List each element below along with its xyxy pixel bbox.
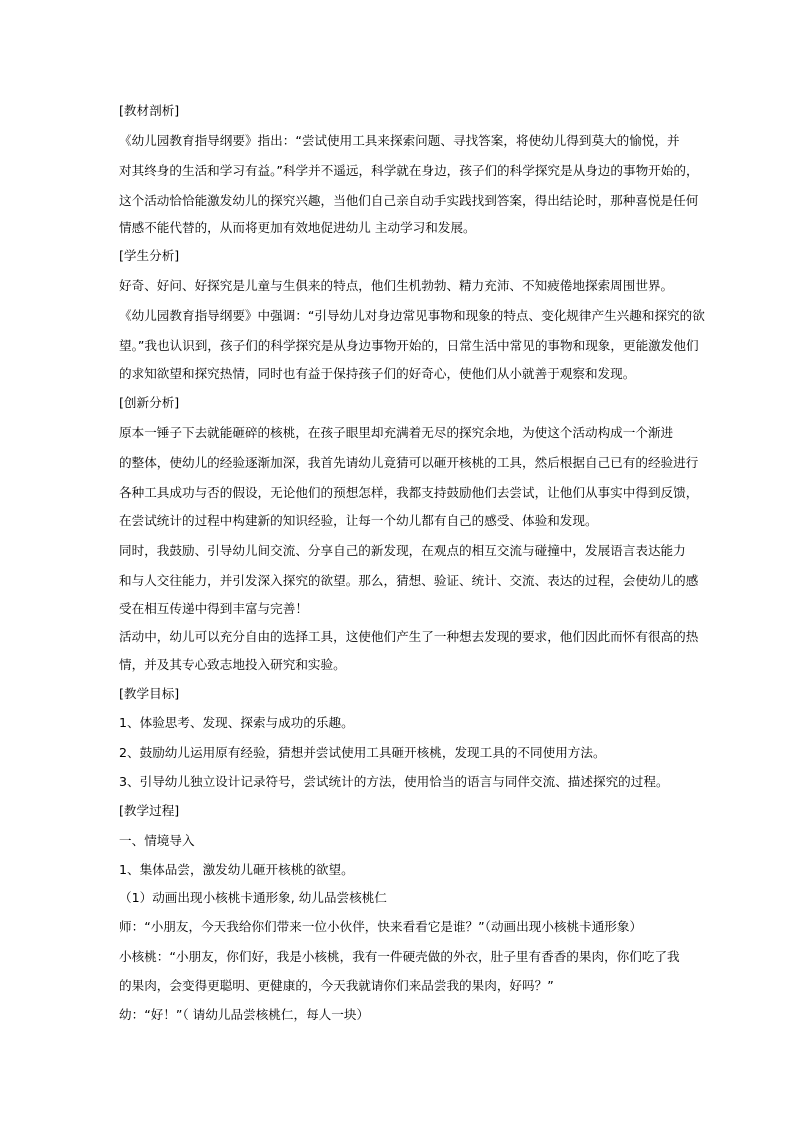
paragraph-line: 望。”我也认识到，孩子们的科学探究是从身边事物开始的，日常生活中常见的事物和现象，更能激发他们 <box>119 338 699 353</box>
step-heading: 1、集体品尝，激发幼儿砸开核桃的欲望。 <box>119 862 354 877</box>
paragraph-line: 的求知欲望和探究热情，同时也有益于保持孩子们的好奇心，使他们从小就善于观察和发现。 <box>119 366 636 381</box>
paragraph-line: 对其终身的生活和学习有益。”科学并不遥远，科学就在身边，孩子们的科学探究是从身边的事物开始的， <box>119 163 699 178</box>
section-heading-student-analysis: [学生分析] <box>119 248 180 263</box>
section-heading-textbook-analysis: [教材剖析] <box>119 103 180 118</box>
dialogue-line: 的果肉，会变得更聪明、更健康的，今天我就请你们来品尝我的果肉，好吗？” <box>119 978 554 993</box>
paragraph-line: 原本一锤子下去就能砸碎的核桃，在孩子眼里却充满着无尽的探究余地，为使这个活动构成一个渐进 <box>119 425 674 440</box>
section-heading-teaching-goals: [教学目标] <box>119 686 180 701</box>
paragraph-line: 在尝试统计的过程中构建新的知识经验，让每一个幼儿都有自己的感受、体验和发现。 <box>119 513 598 528</box>
goal-item: 2、鼓励幼儿运用原有经验，猜想并尝试使用工具砸开核桃，发现工具的不同使用方法。 <box>119 745 606 760</box>
paragraph-line: 同时，我鼓励、引导幼儿间交流、分享自己的新发现，在观点的相互交流与碰撞中，发展语言表达能力 <box>119 543 686 558</box>
paragraph-line: 和与人交往能力，并引发深入探究的欲望。那么，猜想、验证、统计、交流、表达的过程，会使幼儿的感 <box>119 573 699 588</box>
paragraph-line: 各种工具成功与否的假设，无论他们的预想怎样，我都支持鼓励他们去尝试，让他们从事实中得到反馈， <box>119 485 699 500</box>
goal-item: 1、体验思考、发现、探索与成功的乐趣。 <box>119 715 354 730</box>
paragraph-line: 情，并及其专心致志地投入研究和实验。 <box>119 657 346 672</box>
section-heading-teaching-process: [教学过程] <box>119 803 180 818</box>
paragraph-line: 这个活动恰恰能激发幼儿的探究兴趣，当他们自己亲自动手实践找到答案，得出结论时，那种喜悦是任何 <box>119 193 699 208</box>
paragraph-line: 活动中，幼儿可以充分自由的选择工具，这使他们产生了一种想去发现的要求，他们因此而怀有很高的热 <box>119 629 699 644</box>
paragraph-line: 好奇、好问、好探究是儿童与生俱来的特点，他们生机勃勃、精力充沛、不知疲倦地探索周围世界。 <box>119 278 674 293</box>
paragraph-line: 的整体，使幼儿的经验逐渐加深，我首先请幼儿竟猜可以砸开核桃的工具，然后根据自己已有的经验进行 <box>119 455 699 470</box>
paragraph-line: 受在相互传递中得到丰富与完善！ <box>119 601 308 616</box>
paragraph-line: 《幼儿园教育指导纲要》中强调：“引导幼儿对身边常见事物和现象的特点、变化规律产生兴趣和探究的欲 <box>119 308 705 323</box>
section-heading-innovation-analysis: [创新分析] <box>119 395 180 410</box>
dialogue-line: 幼：“好！”（ 请幼儿品尝核桃仁，每人一块） <box>119 1007 370 1022</box>
subsection-heading: 一、情境导入 <box>119 833 195 848</box>
dialogue-line: 师：“小朋友，今天我给你们带来一位小伙伴，快来看看它是谁？”（动画出现小核桃卡通形象） <box>119 919 643 934</box>
paragraph-line: 情感不能代替的，从而将更加有效地促进幼儿 主动学习和发展。 <box>119 220 476 235</box>
step-subheading: （1）动画出现小核桃卡通形象, 幼儿品尝核桃仁 <box>119 890 387 905</box>
goal-item: 3、引导幼儿独立设计记录符号，尝试统计的方法，使用恰当的语言与同伴交流、描述探究的过程。 <box>119 774 669 789</box>
dialogue-line: 小核桃：“小朋友，你们好，我是小核桃，我有一件硬壳做的外衣，肚子里有香香的果肉，你们吃了我 <box>119 949 680 964</box>
paragraph-line: 《幼儿园教育指导纲要》指出：“尝试使用工具来探索问题、寻找答案，将使幼儿得到莫大的愉悦，并 <box>119 133 680 148</box>
